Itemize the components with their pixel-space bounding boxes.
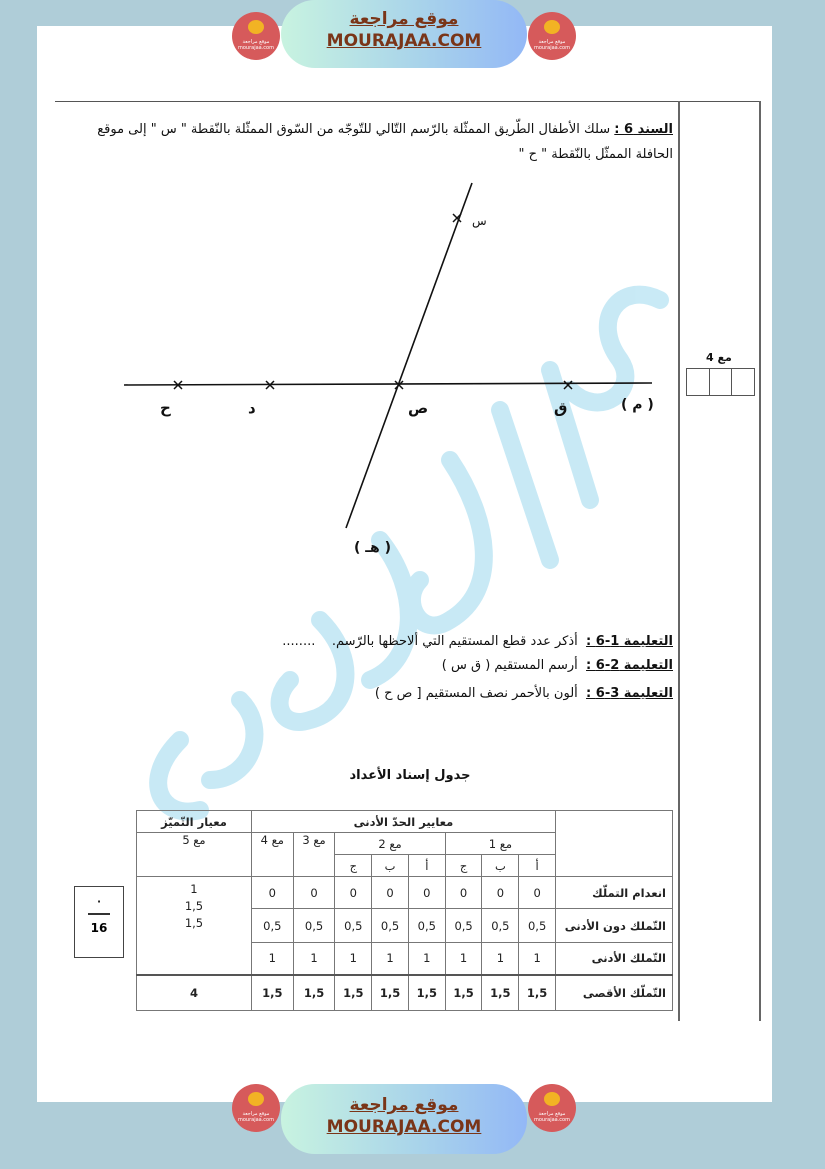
line-m: [124, 383, 652, 385]
point-label-q: ق: [554, 399, 568, 417]
sanad-text: سلك الأطفال الطّريق الممثّلة بالرّسم التّالي للتّوجّه من السّوق الممثّلة بالنّقطة " س " إلى موقع الحافلة الممثّل بالنّقطة " ح ": [97, 122, 673, 162]
book-icon: [544, 1092, 560, 1106]
point-label-d: د: [248, 399, 256, 417]
line-h-label: ( هـ ): [354, 540, 392, 556]
line-h: [346, 183, 472, 528]
row-header-corner: [556, 811, 673, 877]
score-denominator: 16: [90, 920, 108, 935]
score-numerator: ·: [96, 892, 102, 911]
task-1: التعليمة 1-6 : أذكر عدد قطع المستقيم التي ألاحظها بالرّسم. ........: [282, 634, 673, 649]
site-banner-top[interactable]: موقع مراجعة MOURAJAA.COM: [281, 0, 527, 68]
score-box: [74, 886, 124, 958]
grading-table: معايير الحدّ الأدنى معيار التّميّز مع 1 مع 2 مع 3 مع 4 مع 5 أ ب ج أ ب ج انعدام التملّك 0 0 0 0 0 0 0 0 1 1,5 1,5 التّملك دون الأدنى 0,5 0,5 0,5 0,5 0,5 0,5 0,5 0,5 التّملك الأدنى 1 1 1 1 1 1 1 1 التّملّك الأقصى 1,5 1,5 1,5 1,5 1,5 1,5 1,5 1,5 4: [136, 810, 673, 1011]
group-excellence: معيار التّميّز: [137, 811, 252, 833]
site-badge-left-bottom[interactable]: موقع مراجعة mourajaa.com: [232, 1084, 280, 1132]
table-row: انعدام التملّك 0 0 0 0 0 0 0 0 1 1,5 1,5: [137, 877, 673, 909]
point-label-h: ح: [160, 399, 171, 417]
criterion-score-boxes: [686, 368, 755, 396]
point-label-s: س: [472, 214, 487, 228]
site-badge-right[interactable]: موقع مراجعة mourajaa.com: [528, 12, 576, 60]
group-min-criteria: معايير الحدّ الأدنى: [251, 811, 555, 833]
point-q-mark: [564, 381, 572, 389]
table-row: التّملك الأدنى 1 1 1 1 1 1 1 1: [137, 943, 673, 975]
sanad-label: السند 6 :: [614, 122, 673, 137]
point-label-sad: ص: [408, 399, 429, 417]
tasks-list: [282, 630, 673, 706]
fraction-bar: [88, 913, 110, 915]
answer-blank[interactable]: ........: [282, 634, 316, 649]
criterion-label: مع 4: [706, 351, 732, 364]
site-badge-left[interactable]: موقع مراجعة mourajaa.com: [232, 12, 280, 60]
line-m-label: ( م ): [621, 397, 654, 413]
excellence-values: 1 1,5 1,5: [137, 877, 252, 975]
task-3: التعليمة 3-6 : ألون بالأحمر نصف المستقيم [ ص ح ): [374, 686, 673, 701]
site-banner-bottom[interactable]: موقع مراجعة MOURAJAA.COM: [281, 1084, 527, 1154]
grading-table-title: جدول إسناد الأعداد: [349, 768, 471, 783]
site-badge-right-bottom[interactable]: موقع مراجعة mourajaa.com: [528, 1084, 576, 1132]
task-2: التعليمة 2-6 : أرسم المستقيم ( ق س ): [441, 658, 673, 673]
table-row: التّملّك الأقصى 1,5 1,5 1,5 1,5 1,5 1,5 1,5 1,5 4: [137, 975, 673, 1011]
table-row: التّملك دون الأدنى 0,5 0,5 0,5 0,5 0,5 0,5 0,5 0,5: [137, 909, 673, 943]
book-icon: [248, 1092, 264, 1106]
